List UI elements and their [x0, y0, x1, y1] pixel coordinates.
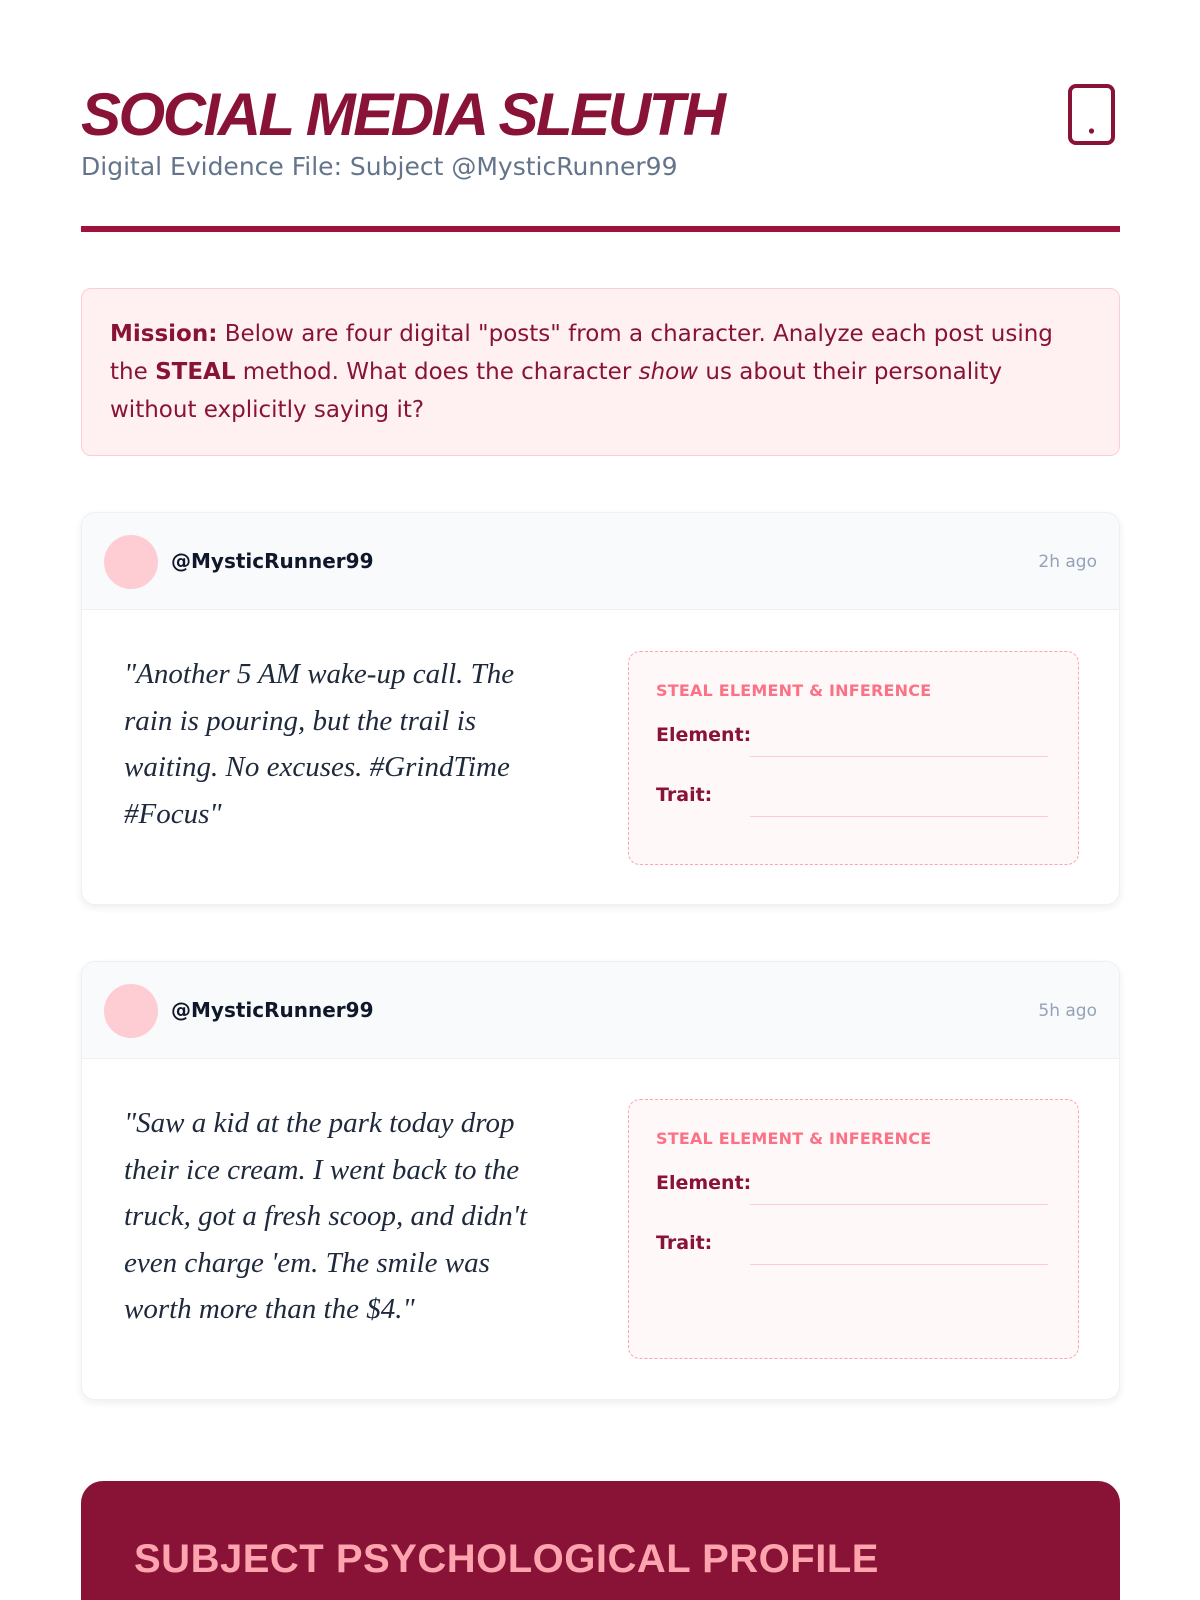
post-card	[81, 961, 1120, 1400]
mission-callout	[81, 288, 1120, 456]
post-text: "Saw a kid at the park today drop their ice cream. I went back to the truck, got a fresh scoop, and didn't even charge 'em. The smile was worth more than the $4."	[124, 1107, 528, 1325]
element-answer-line[interactable]	[750, 756, 1048, 757]
trait-label: Trait:	[656, 1232, 713, 1254]
post-card	[81, 512, 1120, 905]
mission-text-part: Below are four digital "posts" from a character. Analyze each post using the	[110, 321, 1053, 385]
mission-method: STEAL	[155, 359, 236, 385]
psychological-profile-panel	[81, 1481, 1120, 1600]
steal-analysis-box	[628, 651, 1079, 865]
avatar	[104, 984, 158, 1038]
steal-box-label: STEAL ELEMENT & INFERENCE	[656, 681, 932, 700]
mission-label: Mission:	[110, 321, 218, 347]
element-answer-line[interactable]	[750, 1204, 1048, 1205]
steal-box-label: STEAL ELEMENT & INFERENCE	[656, 1129, 932, 1148]
trait-answer-line[interactable]	[750, 816, 1048, 817]
page-subtitle: Digital Evidence File: Subject @MysticRunner99	[81, 152, 678, 181]
profile-title: SUBJECT PSYCHOLOGICAL PROFILE	[134, 1537, 879, 1581]
element-label: Element:	[656, 1172, 752, 1194]
post-handle: @MysticRunner99	[171, 549, 374, 573]
mission-emphasis: show	[638, 359, 699, 385]
post-timestamp: 5h ago	[1038, 1001, 1097, 1021]
avatar	[104, 535, 158, 589]
page-header	[81, 81, 1120, 234]
post-header	[82, 513, 1119, 610]
post-header	[82, 962, 1119, 1059]
trait-answer-line[interactable]	[750, 1264, 1048, 1265]
mission-text-part: us about their personality without explicitly saying it?	[110, 359, 1003, 423]
page-title: SOCIAL MEDIA SLEUTH	[81, 81, 724, 148]
steal-analysis-box	[628, 1099, 1079, 1359]
post-text: "Another 5 AM wake-up call. The rain is pouring, but the trail is waiting. No excuses. #GrindTime #Focus"	[124, 658, 515, 830]
trait-label: Trait:	[656, 784, 713, 806]
post-handle: @MysticRunner99	[171, 998, 374, 1022]
mission-text-part: method. What does the character	[235, 359, 639, 385]
post-timestamp: 2h ago	[1038, 552, 1097, 572]
element-label: Element:	[656, 724, 752, 746]
smartphone-icon	[1064, 84, 1120, 146]
header-divider	[81, 226, 1120, 232]
